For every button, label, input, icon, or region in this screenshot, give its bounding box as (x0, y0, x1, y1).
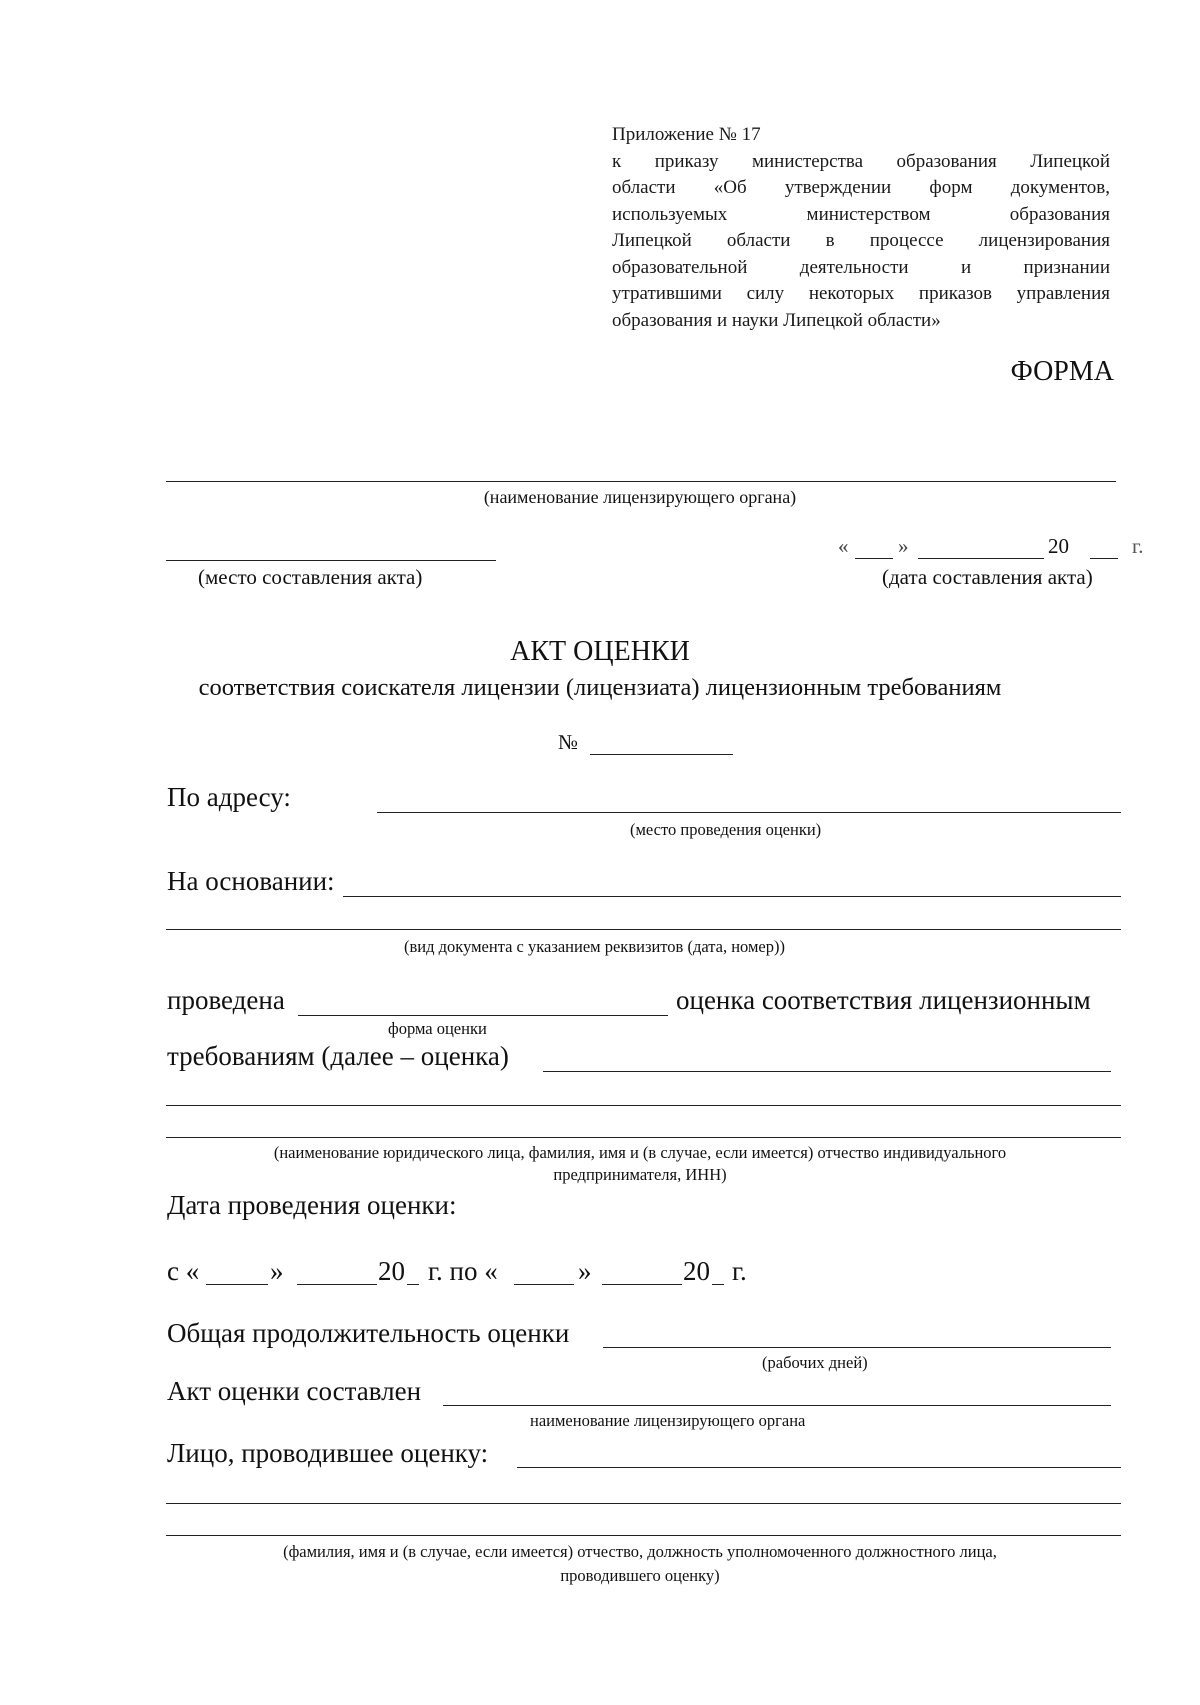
appendix-line: образовательной деятельности и признании (612, 256, 1110, 278)
to-suffix: г. (732, 1256, 747, 1286)
compiled-field[interactable] (443, 1405, 1111, 1406)
person-caption-line2: проводившего оценку) (560, 1566, 720, 1585)
assessment-form-field[interactable] (298, 1015, 668, 1016)
date-day-field[interactable] (855, 558, 893, 559)
appendix-line: используемых министерством образования (612, 203, 1110, 225)
conducted-tail: оценка соответствия лицензионным (676, 985, 1091, 1015)
act-number-label: № (558, 730, 579, 754)
to-year-field[interactable] (712, 1284, 724, 1285)
appendix-line: к приказу министерства образования Липецкой (612, 150, 1110, 172)
place-field[interactable] (166, 560, 496, 561)
to-day-field[interactable] (514, 1284, 574, 1285)
form-caption: форма оценки (388, 1019, 487, 1038)
address-field[interactable] (377, 812, 1121, 813)
from-year-field[interactable] (407, 1284, 419, 1285)
from-day-field[interactable] (206, 1284, 268, 1285)
forma-label: ФОРМА (1010, 356, 1114, 387)
address-caption: (место проведения оценки) (630, 820, 822, 839)
date-year-suffix: г. (1132, 534, 1144, 558)
basis-field-line-2[interactable] (166, 929, 1121, 930)
address-label: По адресу: (167, 782, 291, 812)
duration-label: Общая продолжительность оценки (167, 1318, 570, 1348)
duration-caption: (рабочих дней) (762, 1353, 868, 1372)
act-number-field[interactable] (590, 754, 733, 755)
basis-caption: (вид документа с указанием реквизитов (дата, номер)) (404, 937, 785, 956)
entity-caption-line2: предпринимателя, ИНН) (553, 1165, 727, 1184)
basis-field[interactable] (343, 896, 1121, 897)
date-year-prefix: 20 (1048, 534, 1069, 558)
date-year-field[interactable] (1090, 558, 1118, 559)
place-caption: (место составления акта) (198, 565, 423, 589)
basis-label: На основании: (167, 866, 335, 896)
to-month-field[interactable] (602, 1284, 682, 1285)
person-label: Лицо, проводившее оценку: (167, 1438, 489, 1468)
appendix-line: Липецкой области в процессе лицензирования (612, 230, 1110, 251)
from-month-field[interactable] (297, 1284, 377, 1285)
from-close-quote: » (270, 1256, 284, 1286)
appendix-line: утратившими силу некоторых приказов управления (612, 283, 1110, 304)
act-subtitle: соответствия соискателя лицензии (лицензиата) лицензионным требованиям (198, 674, 1002, 701)
duration-field[interactable] (603, 1347, 1111, 1348)
to-year: 20 (683, 1256, 710, 1286)
entity-field[interactable] (543, 1071, 1111, 1072)
entity-field-line-3[interactable] (166, 1137, 1121, 1138)
from-year: 20 (378, 1256, 405, 1286)
conducted-label: проведена (167, 985, 285, 1015)
date-label: Дата проведения оценки: (167, 1190, 457, 1220)
compiled-label: Акт оценки составлен (167, 1376, 422, 1406)
entity-field-line-2[interactable] (166, 1105, 1121, 1106)
person-field-line-2[interactable] (166, 1503, 1121, 1504)
from-suffix: г. по « (428, 1256, 498, 1286)
org-name-caption: (наименование лицензирующего органа) (483, 487, 797, 507)
person-field-line-3[interactable] (166, 1535, 1121, 1536)
entity-caption-line1: (наименование юридического лица, фамилия, имя и (в случае, если имеется) отчество индивидуального (273, 1143, 1007, 1162)
compiled-caption: наименование лицензирующего органа (530, 1411, 806, 1430)
org-name-field[interactable] (166, 481, 1116, 482)
person-field[interactable] (517, 1467, 1121, 1468)
from-prefix: с « (167, 1256, 200, 1286)
appendix-title: Приложение № 17 (612, 124, 761, 145)
appendix-line: области «Об утверждении форм документов, (612, 177, 1110, 198)
person-caption-line1: (фамилия, имя и (в случае, если имеется) отчество, должность уполномоченного должностного лица, (283, 1542, 997, 1561)
act-title: АКТ ОЦЕНКИ (510, 636, 690, 667)
requirements-label: требованиям (далее – оценка) (167, 1041, 509, 1071)
date-close-quote: » (898, 534, 909, 558)
date-month-field[interactable] (918, 558, 1044, 559)
to-close-quote: » (578, 1256, 592, 1286)
date-caption: (дата составления акта) (882, 565, 1093, 589)
date-open-quote: « (838, 534, 849, 558)
appendix-line: образования и науки Липецкой области» (612, 309, 941, 331)
appendix-block (612, 122, 1110, 334)
